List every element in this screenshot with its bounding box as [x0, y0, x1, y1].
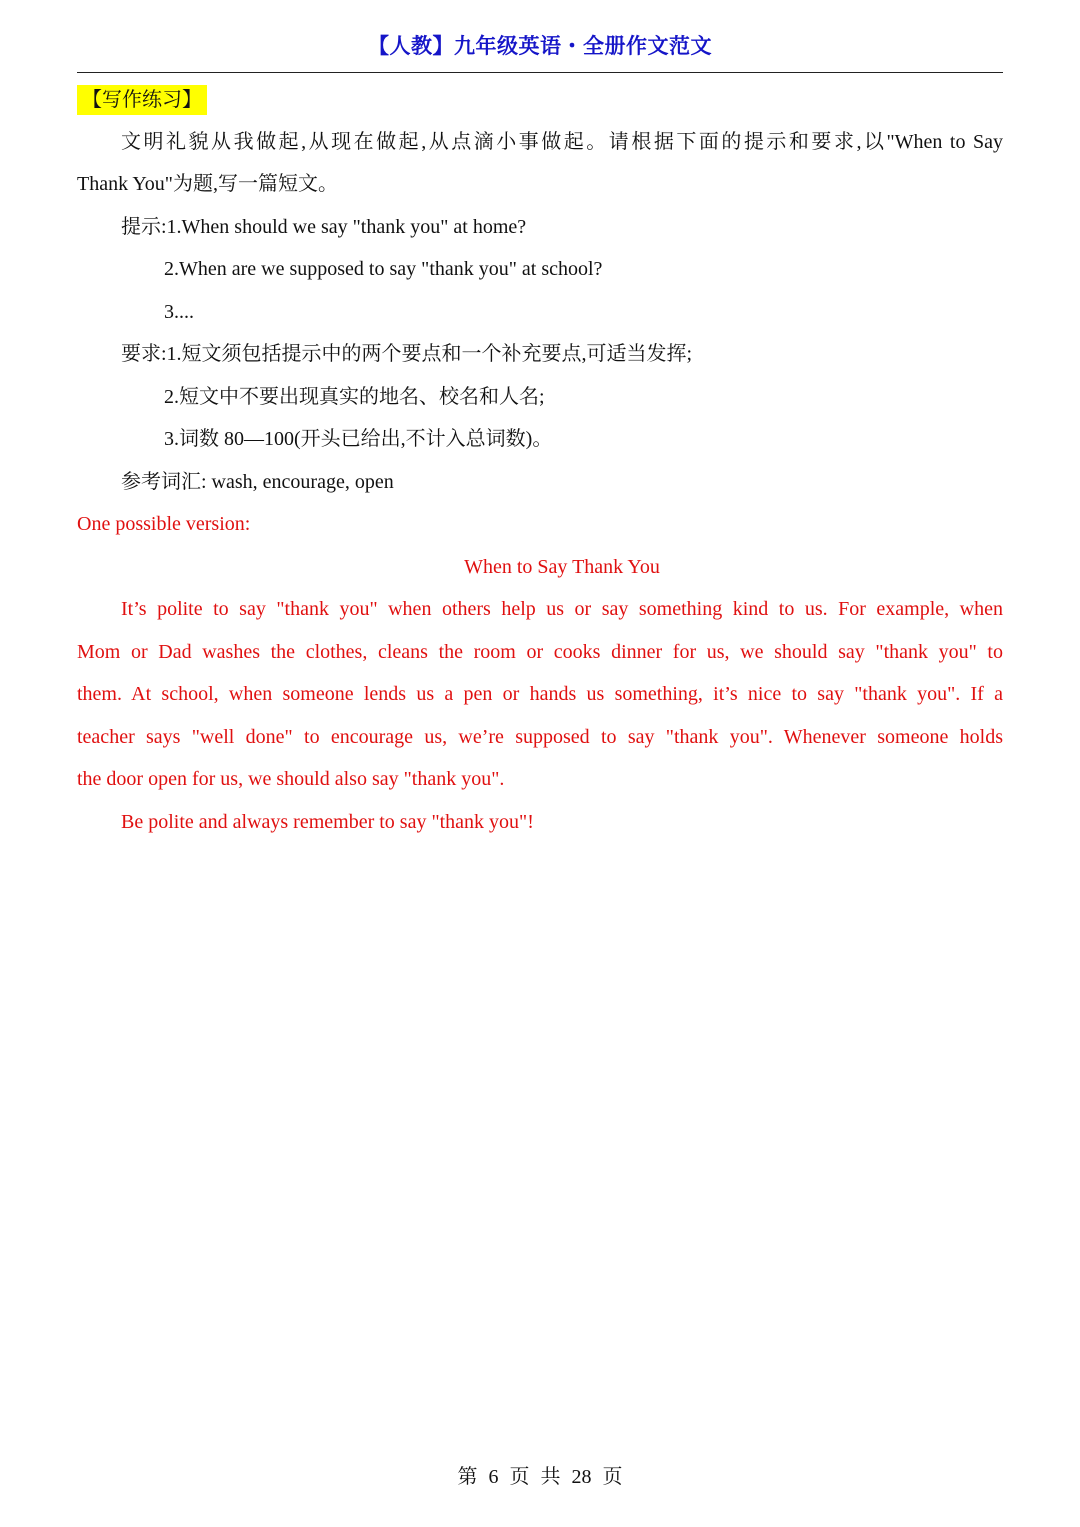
- answer-label: One possible version:: [77, 513, 251, 535]
- prompt-line-2: Thank You"为题,写一篇短文。: [77, 173, 338, 195]
- answer-line-3: them. At school, when someone lends us a pen or hands us something, it’s nice to say "thank you". If a: [77, 683, 1003, 705]
- section-tag: 【写作练习】: [77, 85, 207, 115]
- page-number: 第 6 页 共 28 页: [457, 1466, 623, 1488]
- requirement-1: 要求:1.短文须包括提示中的两个要点和一个补充要点,可适当发挥;: [121, 343, 693, 365]
- hint-1: 提示:1.When should we say "thank you" at home?: [121, 215, 527, 238]
- answer-line-1: It’s polite to say "thank you" when others help us or say something kind to us. For example, when: [121, 598, 1003, 620]
- document-body: [77, 78, 1003, 843]
- answer-line-5: the door open for us, we should also say "thank you".: [77, 768, 505, 790]
- requirement-2: 2.短文中不要出现真实的地名、校名和人名;: [164, 385, 545, 408]
- hint-2: 2.When are we supposed to say "thank you" at school?: [164, 258, 603, 280]
- page-header-title: 【人教】九年级英语・全册作文范文: [368, 34, 712, 58]
- reference-vocabulary: 参考词汇: wash, encourage, open: [121, 470, 394, 493]
- answer-line-4: teacher says "well done" to encourage us, we’re supposed to say "thank you". Whenever someone holds: [77, 725, 1003, 748]
- answer-line-2: Mom or Dad washes the clothes, cleans the room or cooks dinner for us, we should say "thank you" to: [77, 640, 1003, 663]
- hint-3: 3....: [164, 300, 194, 323]
- answer-closing: Be polite and always remember to say "thank you"!: [121, 810, 534, 833]
- prompt-line-1: 文明礼貌从我做起,从现在做起,从点滴小事做起。请根据下面的提示和要求,以"When to Say: [121, 130, 1003, 153]
- header-divider: [77, 72, 1003, 73]
- answer-title: When to Say Thank You: [464, 555, 660, 578]
- section-heading-row: [77, 78, 1003, 121]
- requirement-3: 3.词数 80—100(开头已给出,不计入总词数)。: [164, 428, 553, 450]
